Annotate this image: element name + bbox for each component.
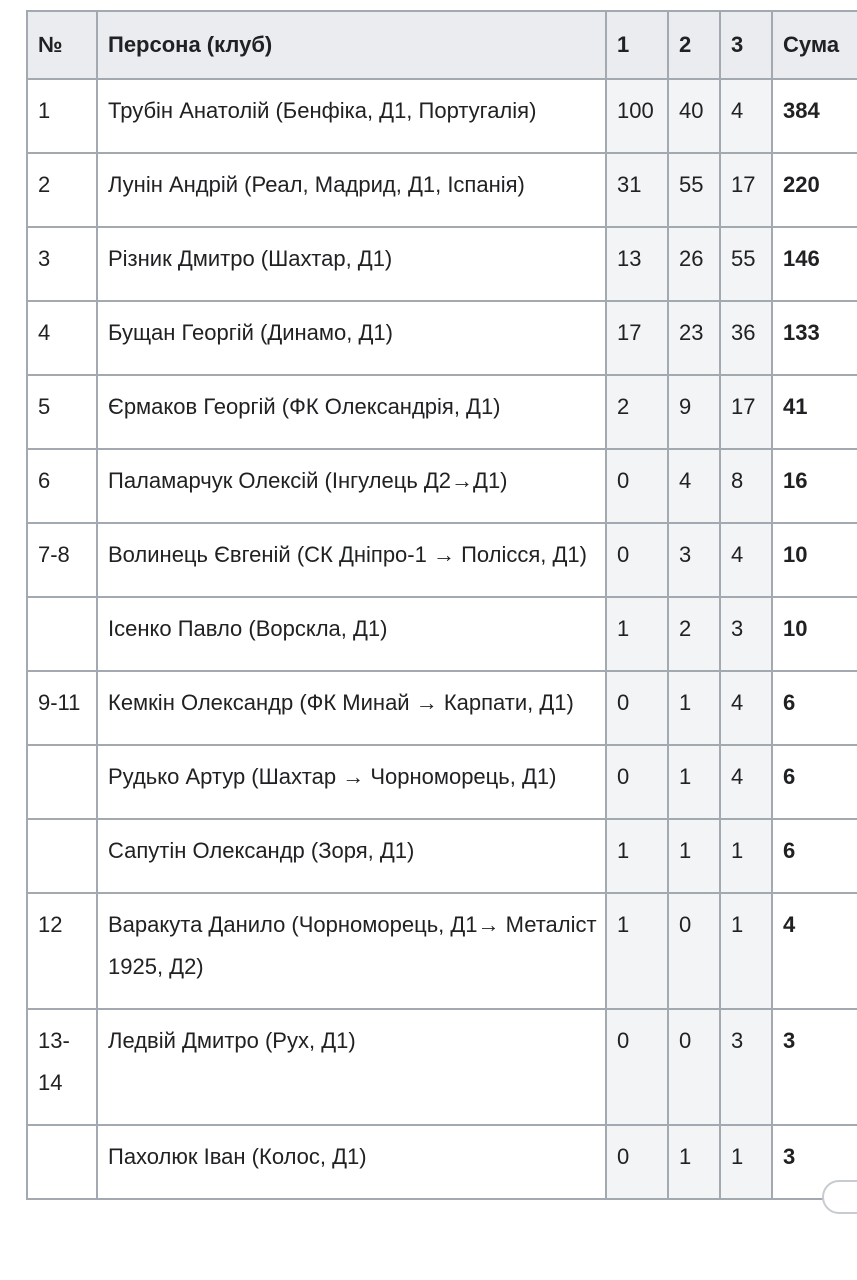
cell-round-2: 55 [668,153,720,227]
cell-round-2: 1 [668,819,720,893]
cell-sum: 10 [772,597,857,671]
cell-sum: 41 [772,375,857,449]
cell-sum: 146 [772,227,857,301]
cell-round-2: 23 [668,301,720,375]
cell-round-2: 1 [668,1125,720,1199]
cell-round-3: 4 [720,745,772,819]
cell-person: Єрмаков Георгій (ФК Олександрія, Д1) [97,375,606,449]
cell-round-2: 40 [668,79,720,153]
cell-round-3: 17 [720,375,772,449]
cell-sum: 4 [772,893,857,1009]
cell-round-1: 1 [606,893,668,1009]
cell-round-3: 1 [720,893,772,1009]
cell-round-3: 4 [720,523,772,597]
cell-sum: 3 [772,1125,857,1199]
cell-rank: 3 [27,227,97,301]
table-row [27,523,857,597]
table-row [27,301,857,375]
cell-round-3: 3 [720,1009,772,1125]
cell-person: Ісенко Павло (Ворскла, Д1) [97,597,606,671]
cell-sum: 133 [772,301,857,375]
table-header [27,11,857,79]
cell-person: Лунін Андрій (Реал, Мадрид, Д1, Іспанія) [97,153,606,227]
cell-rank [27,1125,97,1199]
cell-person: Ледвій Дмитро (Рух, Д1) [97,1009,606,1125]
cell-round-1: 31 [606,153,668,227]
cell-round-3: 1 [720,819,772,893]
cell-round-3: 36 [720,301,772,375]
table-row [27,227,857,301]
table-row [27,79,857,153]
cell-round-3: 3 [720,597,772,671]
cell-round-1: 1 [606,597,668,671]
cell-round-2: 4 [668,449,720,523]
cell-round-2: 2 [668,597,720,671]
table-row [27,449,857,523]
cell-rank: 12 [27,893,97,1009]
cell-sum: 10 [772,523,857,597]
cell-round-2: 1 [668,745,720,819]
cell-person: Пахолюк Іван (Колос, Д1) [97,1125,606,1199]
cell-person: Варакута Данило (Чорноморець, Д1→ Металіст 1925, Д2) [97,893,606,1009]
cell-round-2: 0 [668,1009,720,1125]
cell-round-1: 0 [606,671,668,745]
cell-round-1: 1 [606,819,668,893]
table-row [27,745,857,819]
cell-rank: 5 [27,375,97,449]
cell-sum: 6 [772,745,857,819]
cell-sum: 6 [772,671,857,745]
cell-person: Паламарчук Олексій (Інгулець Д2→Д1) [97,449,606,523]
scroll-indicator [822,1180,857,1214]
cell-round-1: 0 [606,745,668,819]
ranking-table [26,10,857,1200]
cell-round-1: 0 [606,1009,668,1125]
cell-person: Волинець Євгеній (СК Дніпро-1 → Полісся, Д1) [97,523,606,597]
cell-round-3: 1 [720,1125,772,1199]
cell-round-1: 0 [606,1125,668,1199]
cell-round-3: 4 [720,671,772,745]
header-round-2: 2 [668,11,720,79]
cell-round-1: 100 [606,79,668,153]
cell-rank: 2 [27,153,97,227]
table-row [27,1009,857,1125]
cell-rank [27,597,97,671]
table-row [27,375,857,449]
cell-sum: 3 [772,1009,857,1125]
cell-round-3: 17 [720,153,772,227]
cell-round-3: 8 [720,449,772,523]
cell-round-1: 17 [606,301,668,375]
table-row [27,893,857,1009]
cell-sum: 6 [772,819,857,893]
cell-sum: 384 [772,79,857,153]
cell-person: Кемкін Олександр (ФК Минай → Карпати, Д1) [97,671,606,745]
cell-person: Трубін Анатолій (Бенфіка, Д1, Португалія) [97,79,606,153]
cell-person: Бущан Георгій (Динамо, Д1) [97,301,606,375]
header-number: № [27,11,97,79]
cell-person: Сапутін Олександр (Зоря, Д1) [97,819,606,893]
table-row [27,153,857,227]
cell-round-2: 3 [668,523,720,597]
cell-round-3: 55 [720,227,772,301]
header-row [27,11,857,79]
cell-round-2: 0 [668,893,720,1009]
table-wrapper [26,10,857,1200]
cell-sum: 220 [772,153,857,227]
header-person: Персона (клуб) [97,11,606,79]
cell-round-1: 0 [606,523,668,597]
cell-person: Різник Дмитро (Шахтар, Д1) [97,227,606,301]
cell-round-1: 0 [606,449,668,523]
cell-round-2: 9 [668,375,720,449]
cell-rank [27,819,97,893]
cell-round-3: 4 [720,79,772,153]
cell-round-2: 26 [668,227,720,301]
table-row [27,1125,857,1199]
cell-person: Рудько Артур (Шахтар → Чорноморець, Д1) [97,745,606,819]
cell-rank: 4 [27,301,97,375]
cell-rank: 1 [27,79,97,153]
cell-rank: 7-8 [27,523,97,597]
cell-rank: 13-14 [27,1009,97,1125]
cell-sum: 16 [772,449,857,523]
cell-round-1: 2 [606,375,668,449]
cell-rank: 6 [27,449,97,523]
table-row [27,597,857,671]
cell-round-1: 13 [606,227,668,301]
cell-round-2: 1 [668,671,720,745]
header-sum: Сума [772,11,857,79]
table-body [27,79,857,1199]
left-gutter [0,0,26,1280]
table-row [27,671,857,745]
cell-rank: 9-11 [27,671,97,745]
header-round-3: 3 [720,11,772,79]
cell-rank [27,745,97,819]
header-round-1: 1 [606,11,668,79]
table-row [27,819,857,893]
